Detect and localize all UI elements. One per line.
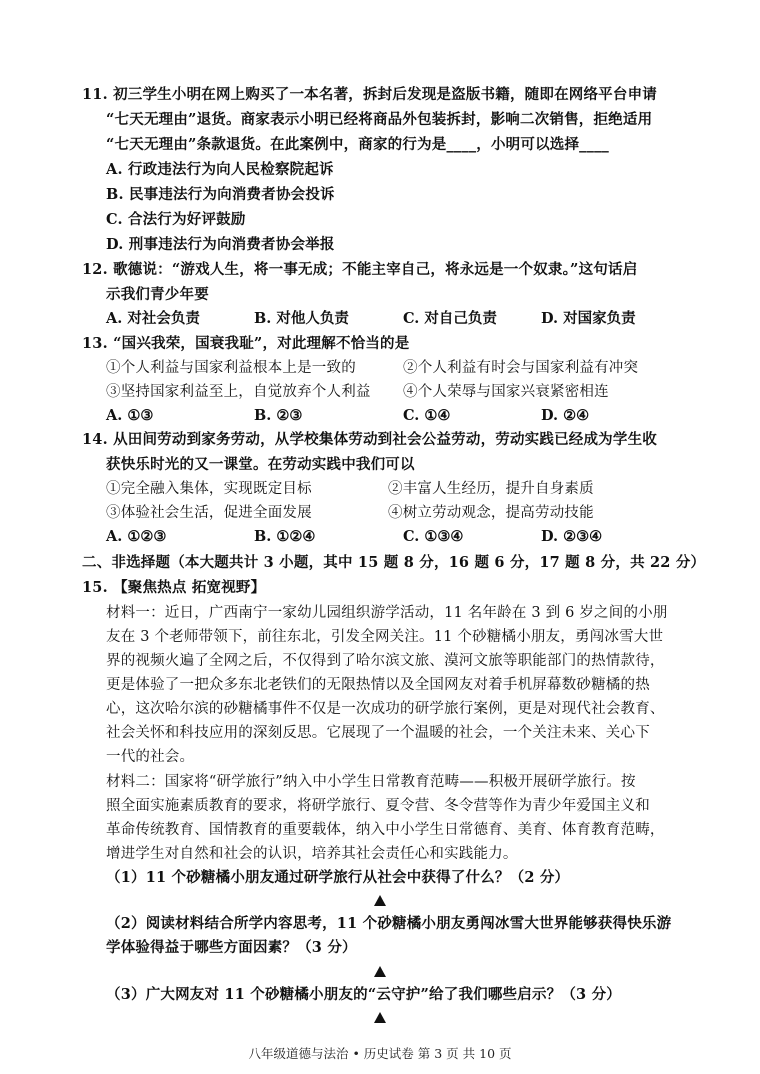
q12-option-c: C. 对自己负责: [403, 310, 497, 327]
q13-option-d: D. ②④: [541, 407, 590, 424]
q11-option-d: D. 刑事违法行为向消费者协会举报: [106, 236, 335, 253]
page-footer: 八年级道德与法治 • 历史试卷 第 3 页 共 10 页: [248, 1046, 512, 1061]
q15-material1-line: 社会关怀和科技应用的深刻反思。它展现了一个温暖的社会，一个关注未来、关心下: [106, 725, 650, 741]
q12-line1: 12. 歌德说：“游戏人生，将一事无成；不能主宰自己，将永远是一个奴隶。”这句话启: [82, 261, 638, 278]
q13-option-a: A. ①③: [106, 407, 154, 424]
q11-option-b: B. 民事违法行为向消费者协会投诉: [106, 186, 335, 203]
q12-line2: 示我们青少年要: [106, 286, 209, 303]
q12-option-d: D. 对国家负责: [541, 310, 636, 327]
q15-sub1: （1）11 个砂糖橘小朋友通过研学旅行从社会中获得了什么？（2 分）: [106, 869, 570, 886]
q15-material2-line: 照全面实施素质教育的要求，将研学旅行、夏令营、冬令营等作为青少年爱国主义和: [106, 798, 650, 814]
q15-material1-line: 材料一：近日，广西南宁一家幼儿园组织游学活动，11 名年龄在 3 到 6 岁之间的小朋: [106, 605, 668, 621]
q15-material2-line: 材料二：国家将“研学旅行”纳入中小学生日常教育范畴——积极开展研学旅行。按: [106, 774, 636, 790]
q15-material1-line: 界的视频火遍了全网之后，不仅得到了哈尔滨文旅、漠河文旅等职能部门的热情款待，: [106, 653, 665, 669]
q15-material2-line: 革命传统教育、国情教育的重要载体，纳入中小学生日常德育、美育、体育教育范畴，: [106, 822, 665, 838]
q13-statement-1: ①个人利益与国家利益根本上是一致的: [106, 360, 356, 376]
q11-line2: “七天无理由”退货。商家表示小明已经将商品外包装拆封，影响二次销售，拒绝适用: [106, 111, 653, 128]
q15-title: 15. 【聚焦热点 拓宽视野】: [82, 579, 266, 596]
q13-line1: 13. “国兴我荣，国衰我耻”，对此理解不恰当的是: [82, 335, 410, 352]
q15-material1-line: 更是体验了一把众多东北老铁们的无限热情以及全国网友对着手机屏幕数砂糖橘的热: [106, 677, 650, 693]
q13-option-b: B. ②③: [254, 407, 303, 424]
q15-sub3: （3）广大网友对 11 个砂糖橘小朋友的“云守护”给了我们哪些启示？（3 分）: [106, 986, 621, 1003]
q11-line1: 11. 初三学生小明在网上购买了一本名著，拆封后发现是盗版书籍，随即在网络平台申请: [82, 86, 657, 103]
answer-area-triangle-icon: [374, 1012, 386, 1023]
q13-statement-2: ②个人利益有时会与国家利益有冲突: [403, 360, 639, 376]
q14-line1: 14. 从田间劳动到家务劳动，从学校集体劳动到社会公益劳动，劳动实践已经成为学生收: [82, 431, 657, 448]
answer-area-triangle-icon: [374, 895, 386, 906]
q14-statement-4: ④树立劳动观念，提高劳动技能: [388, 505, 594, 521]
q15-material2-line: 增进学生对自然和社会的认识，培养其社会责任心和实践能力。: [106, 846, 518, 862]
q14-statement-2: ②丰富人生经历，提升自身素质: [388, 481, 594, 497]
q14-statement-1: ①完全融入集体，实现既定目标: [106, 481, 312, 497]
section-2-heading: 二、非选择题（本大题共计 3 小题，其中 15 题 8 分，16 题 6 分，17 题 8 分，共 22 分）: [82, 554, 706, 571]
q14-option-c: C. ①③④: [403, 528, 464, 545]
q11-option-c: C. 合法行为好评鼓励: [106, 211, 246, 228]
q15-sub2-line2: 学体验得益于哪些方面因素？（3 分）: [106, 939, 357, 956]
q12-option-b: B. 对他人负责: [254, 310, 349, 327]
q15-material1-line: 一代的社会。: [106, 749, 195, 765]
q14-option-a: A. ①②③: [106, 528, 167, 545]
q14-option-d: D. ②③④: [541, 528, 603, 545]
q11-line3: “七天无理由”条款退货。在此案例中，商家的行为是____，小明可以选择____: [106, 136, 609, 153]
q13-option-c: C. ①④: [403, 407, 451, 424]
q13-statement-3: ③坚持国家利益至上，自觉放弃个人利益: [106, 384, 371, 400]
q14-options: [106, 526, 706, 548]
q12-options: [106, 308, 706, 330]
q14-statement-3: ③体验社会生活，促进全面发展: [106, 505, 312, 521]
q13-options: [106, 405, 706, 427]
q15-sub2-line1: （2）阅读材料结合所学内容思考，11 个砂糖橘小朋友勇闯冰雪大世界能够获得快乐游: [106, 915, 672, 932]
q11-option-a: A. 行政违法行为向人民检察院起诉: [106, 161, 334, 178]
q12-option-a: A. 对社会负责: [106, 310, 200, 327]
answer-area-triangle-icon: [374, 966, 386, 977]
q15-material1-line: 心，这次哈尔滨的砂糖橘事件不仅是一次成功的研学旅行案例，更是对现代社会教育、: [106, 701, 665, 717]
q14-line2: 获快乐时光的又一课堂。在劳动实践中我们可以: [106, 456, 415, 473]
q14-option-b: B. ①②④: [254, 528, 316, 545]
q15-material1-line: 友在 3 个老师带领下，前往东北，引发全网关注。11 个砂糖橘小朋友，勇闯冰雪大世: [106, 629, 664, 645]
q13-statement-4: ④个人荣辱与国家兴衰紧密相连: [403, 384, 609, 400]
